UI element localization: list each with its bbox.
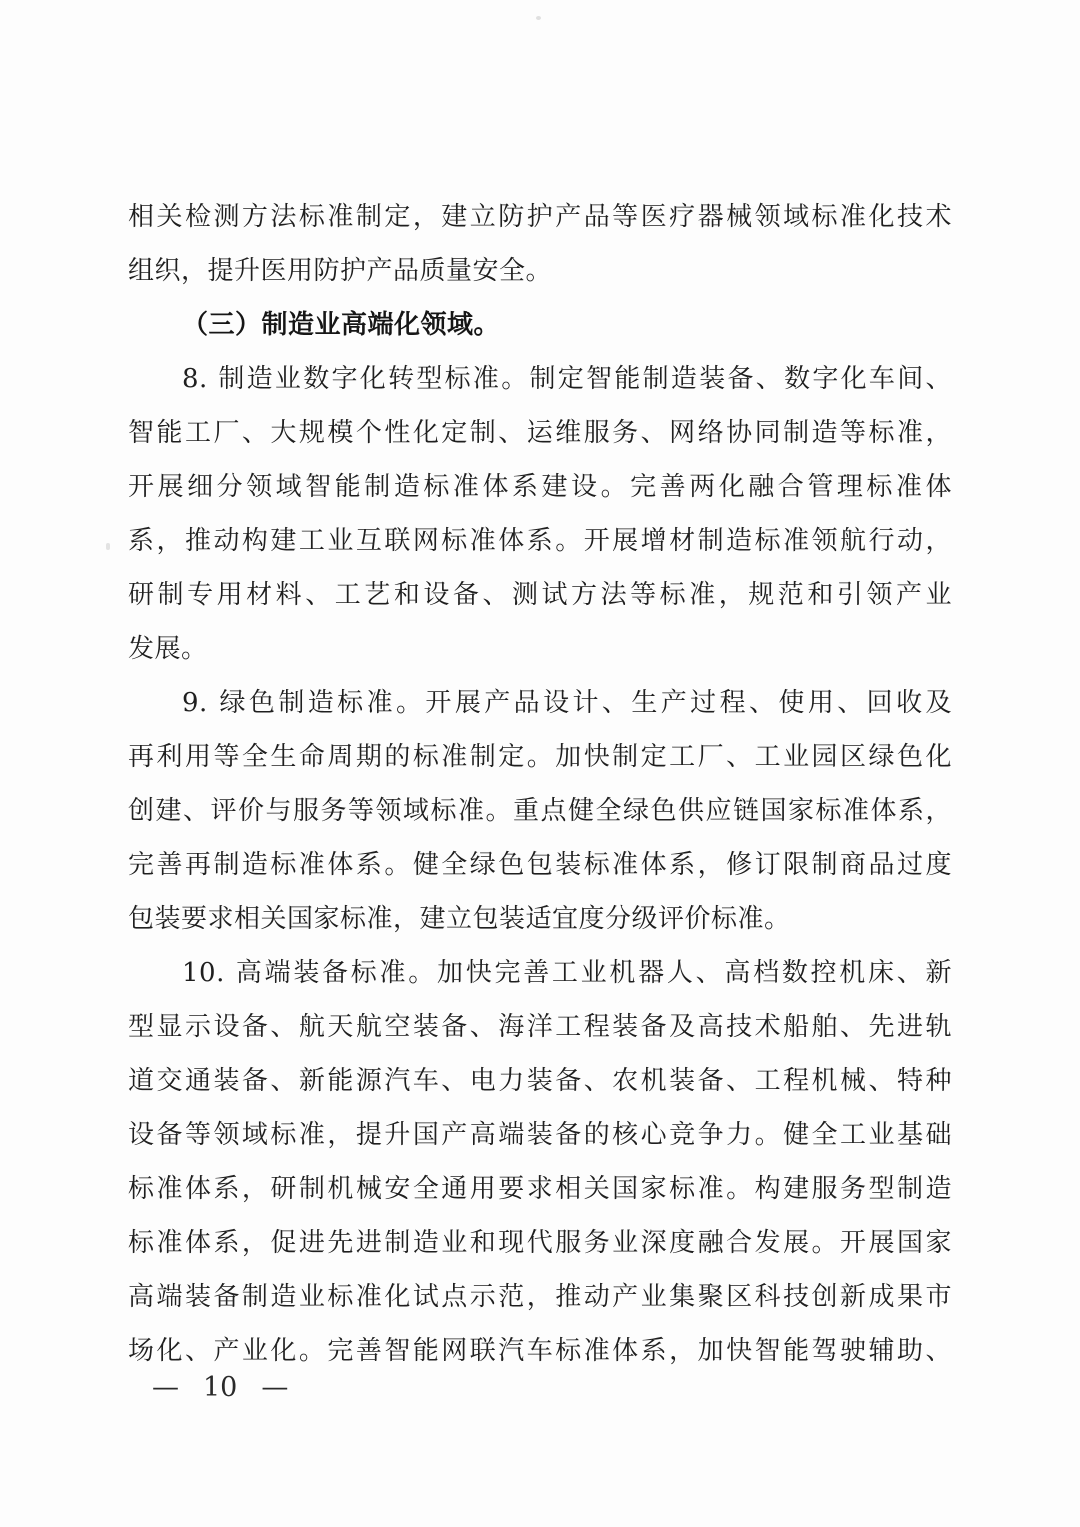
text-line: 场化、产业化。完善智能网联汽车标准体系，加快智能驾驶辅助、 — [128, 1336, 952, 1366]
text-line: 再利用等全生命周期的标准制定。加快制定工厂、工业园区绿色化 — [128, 742, 952, 772]
text-line: 9. 绿色制造标准。开展产品设计、生产过程、使用、回收及 — [182, 688, 952, 718]
text-line: 标准体系，促进先进制造业和现代服务业深度融合发展。开展国家 — [128, 1228, 952, 1258]
footer-right-dash: — — [261, 1372, 289, 1403]
text-line: 高端装备制造业标准化试点示范，推动产业集聚区科技创新成果市 — [128, 1282, 952, 1312]
text-line: 智能工厂、大规模个性化定制、运维服务、网络协同制造等标准， — [128, 418, 952, 448]
text-line: 包装要求相关国家标准，建立包装适宜度分级评价标准。 — [128, 904, 791, 934]
text-line: 研制专用材料、工艺和设备、测试方法等标准，规范和引领产业 — [128, 580, 952, 610]
text-line: 发展。 — [128, 634, 208, 664]
text-line: 标准体系，研制机械安全通用要求相关国家标准。构建服务型制造 — [128, 1174, 952, 1204]
page-footer — [152, 1372, 288, 1404]
text-line: 8. 制造业数字化转型标准。制定智能制造装备、数字化车间、 — [182, 364, 952, 394]
text-line: 10. 高端装备标准。加快完善工业机器人、高档数控机床、新 — [182, 958, 952, 988]
text-line: 设备等领域标准，提升国产高端装备的核心竞争力。健全工业基础 — [128, 1120, 952, 1150]
text-block — [128, 190, 952, 1378]
text-line: 完善再制造标准体系。健全绿色包装标准体系，修订限制商品过度 — [128, 850, 952, 880]
text-line: 型显示设备、航天航空装备、海洋工程装备及高技术船舶、先进轨 — [128, 1012, 952, 1042]
text-line: 相关检测方法标准制定，建立防护产品等医疗器械领域标准化技术 — [128, 202, 952, 232]
section-heading: （三）制造业高端化领域。 — [182, 310, 501, 340]
scan-artifact-dot — [106, 543, 110, 550]
page-number: 10 — [203, 1372, 238, 1403]
footer-left-dash: — — [152, 1372, 179, 1403]
scan-artifact-dot — [536, 16, 541, 20]
text-line: 创建、评价与服务等领域标准。重点健全绿色供应链国家标准体系， — [128, 796, 952, 826]
text-line: 道交通装备、新能源汽车、电力装备、农机装备、工程机械、特种 — [128, 1066, 952, 1096]
text-line: 开展细分领域智能制造标准体系建设。完善两化融合管理标准体 — [128, 472, 952, 502]
text-line: 系，推动构建工业互联网标准体系。开展增材制造标准领航行动， — [128, 526, 952, 556]
text-line: 组织，提升医用防护产品质量安全。 — [128, 256, 553, 286]
